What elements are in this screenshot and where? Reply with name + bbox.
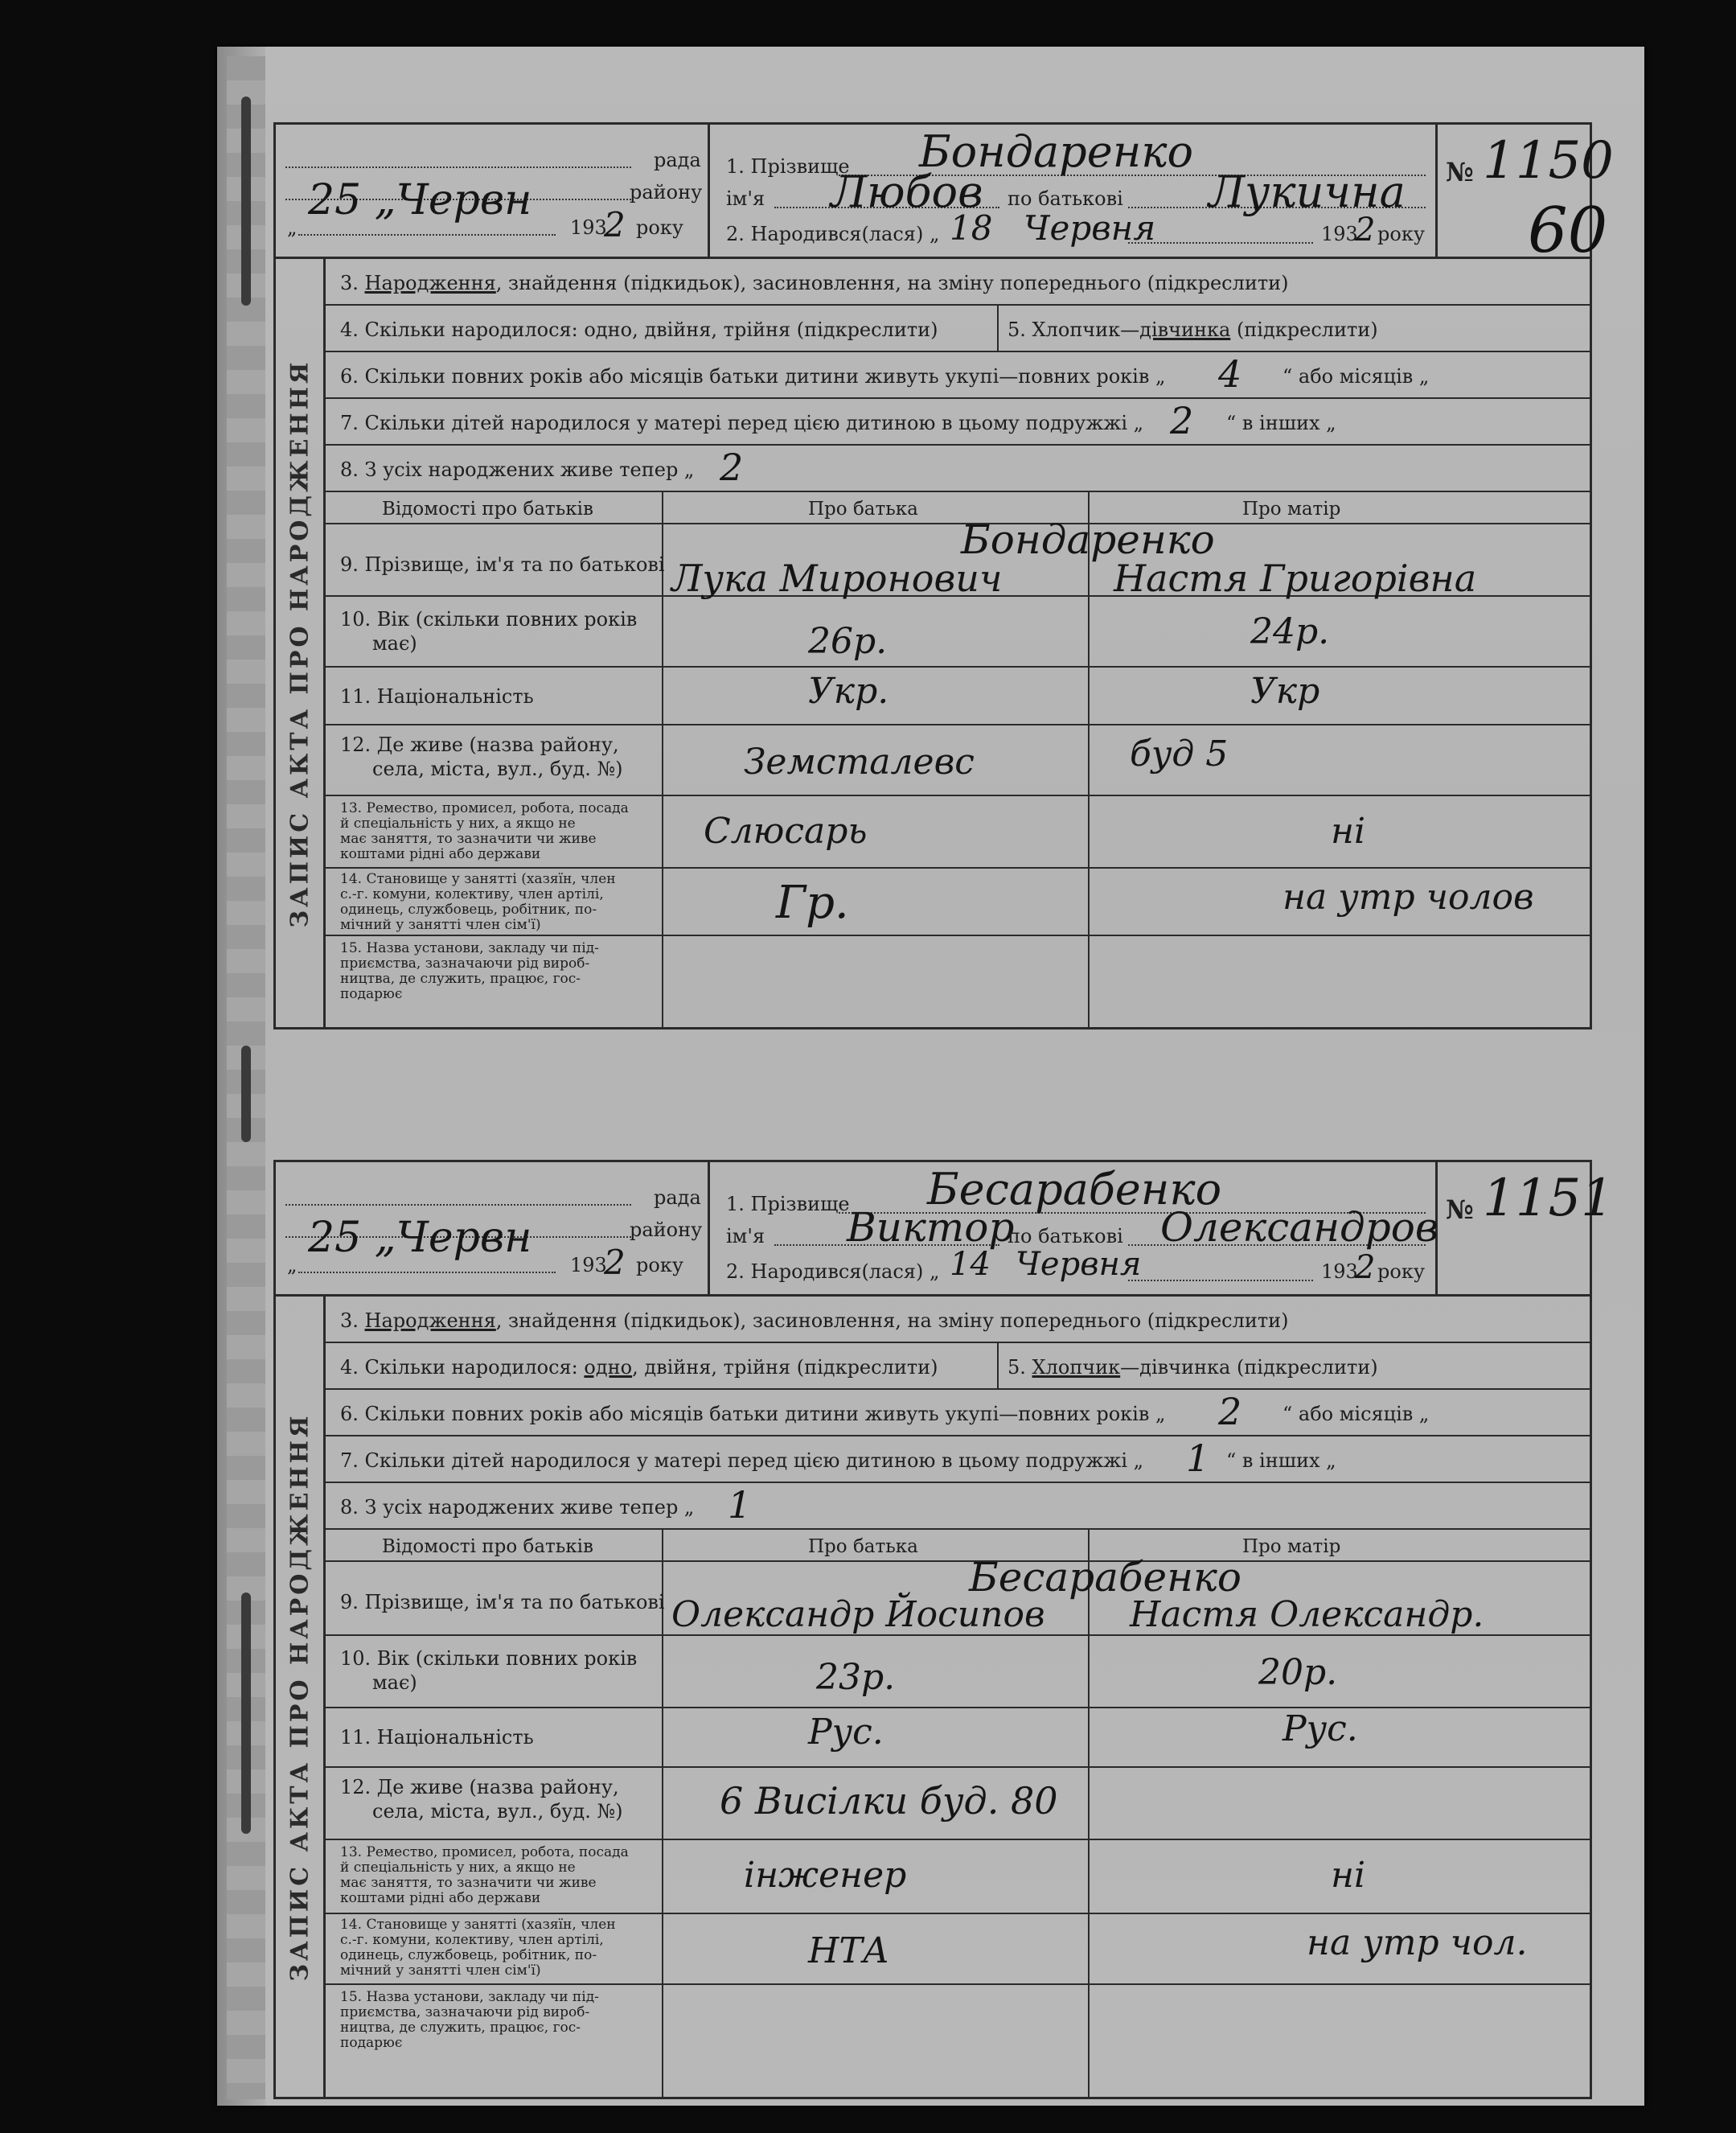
father-address: Земсталевс bbox=[744, 742, 975, 783]
birth-day: 18 bbox=[950, 208, 993, 248]
birth-day: 14 bbox=[950, 1246, 991, 1283]
name-label: ім'я bbox=[726, 187, 765, 210]
registration-year: 2 bbox=[604, 205, 626, 245]
side-title: ЗАПИС АКТА ПРО НАРОДЖЕННЯ bbox=[276, 1297, 326, 2097]
child-patronymic: Лукична bbox=[1209, 166, 1406, 217]
record-number-block: № 1151 bbox=[1446, 1169, 1614, 1228]
row-8: 8. З усіх народжених живе тепер „ 2 bbox=[326, 446, 1590, 492]
margin-note: 60 bbox=[1528, 195, 1608, 267]
parents-header: Відомості про батьків Про батька Про матір bbox=[326, 492, 1590, 524]
mother-nationality: Укр bbox=[1250, 671, 1320, 712]
child-block: 1. Прізвище Бесарабенко ім'я Виктор по батькові Олександров 2. Народився(лася) „ 14 Червня 193 2 року bbox=[710, 1162, 1438, 1294]
birth-month: Червня bbox=[1024, 208, 1156, 248]
previous-children: 2 bbox=[1170, 399, 1194, 442]
alive-children: 1 bbox=[728, 1483, 752, 1527]
row-15: 15. Назва установи, закладу чи під- приємства, зазначаючи рід вироб- ництва, де служить, працює, гос- подарює bbox=[340, 1989, 599, 2051]
child-patronymic: Олександров bbox=[1160, 1204, 1438, 1251]
birth-record-2 bbox=[273, 1160, 1614, 2099]
row-8: 8. З усіх народжених живе тепер „ 1 bbox=[326, 1483, 1590, 1530]
rada-label: рада bbox=[654, 149, 701, 171]
child-surname: Бесарабенко bbox=[927, 1164, 1222, 1214]
row-12: 12. Де живе (назва району, села, міста, вул., буд. №) 6 Висілки буд. 80 bbox=[326, 1768, 1590, 1840]
parents-surname: Бондаренко bbox=[961, 516, 1215, 563]
mother-status: на утр чол. bbox=[1307, 1922, 1528, 1963]
record-body bbox=[273, 259, 1592, 1030]
number-label: № bbox=[1446, 157, 1474, 187]
father-nationality: Укр. bbox=[808, 671, 889, 712]
father-trade: Слюсарь bbox=[704, 811, 868, 852]
row-14 bbox=[326, 869, 1590, 936]
parents-header: Відомості про батьків Про батька Про матір bbox=[326, 1530, 1590, 1562]
row-13: 13. Ремество, промисел, робота, посада й спеціальність у них, а якщо не має заняття, то зазначити чи живе коштами рідні або держави інженер ні bbox=[326, 1840, 1590, 1914]
mother-age: 24р. bbox=[1250, 611, 1330, 652]
record-body bbox=[273, 1297, 1592, 2099]
row-6: 6. Скільки повних років або місяців батьки дитини живуть укупі—повних років „ 4 “ або місяців „ bbox=[326, 352, 1590, 399]
child-name: Любов bbox=[831, 166, 983, 217]
cohabitation-years: 2 bbox=[1218, 1390, 1242, 1433]
mother-trade: ні bbox=[1331, 811, 1366, 852]
mother-status: на утр чолов bbox=[1283, 877, 1534, 918]
row-14: 14. Становище у занятті (хазяїн, член с.-г. комуни, колективу, член артілі, одинець, службовець, робітник, по- мічний у занятті член сім'ї) НТА на утр чол. bbox=[326, 1914, 1590, 1985]
previous-children: 1 bbox=[1186, 1436, 1210, 1480]
binding-tear bbox=[241, 97, 251, 306]
mother-address: буд 5 bbox=[1130, 734, 1229, 775]
row-13 bbox=[326, 796, 1590, 869]
alive-children: 2 bbox=[720, 446, 744, 489]
child-name: Виктор bbox=[847, 1204, 1015, 1251]
binding-tear bbox=[241, 1593, 251, 1834]
row-6: 6. Скільки повних років або місяців батьки дитини живуть укупі—повних років „ 2 “ або місяців „ bbox=[326, 1390, 1590, 1436]
row-13-label: 13. Ремество, промисел, робота, посада й спеціальність у них, а якщо не має заняття, то зазначити чи живе коштами рідні або держави bbox=[340, 800, 629, 862]
father-name: Олександр Йосипов bbox=[671, 1594, 1045, 1635]
father-nationality: Рус. bbox=[808, 1712, 884, 1753]
mother-name: Настя Григорівна bbox=[1114, 557, 1477, 600]
binding-tear bbox=[241, 1046, 251, 1142]
row-15-label: 15. Назва установи, закладу чи під- приємства, зазначаючи рід вироб- ництва, де служить, працює, гос- подарює bbox=[340, 940, 599, 1002]
birth-year: 2 bbox=[1355, 1249, 1376, 1286]
row-11: 11. Національність Рус. Рус. bbox=[326, 1708, 1590, 1768]
row-7: 7. Скільки дітей народилося у матері перед цією дитиною в цьому подружжі „ 1 “ в інших „ bbox=[326, 1436, 1590, 1483]
row-3: 3. Народження, знайдення (підкидьок), засиновлення, на зміну попереднього (підкреслити) bbox=[326, 259, 1590, 306]
record-header bbox=[273, 122, 1614, 259]
row-9: 9. Прізвище, ім'я та по батькові Бондаренко Лука Миронович Настя Григорівна bbox=[326, 524, 1590, 597]
birth-year: 2 bbox=[1355, 212, 1376, 249]
mother-name: Настя Олександр. bbox=[1130, 1594, 1484, 1635]
raionu-label: району bbox=[630, 181, 703, 203]
mother-trade: ні bbox=[1331, 1855, 1366, 1896]
surname-label: 1. Прізвище bbox=[726, 155, 850, 178]
registration-date: 25 „Червн bbox=[308, 176, 532, 224]
father-age: 23р. bbox=[816, 1657, 896, 1698]
row-12: 12. Де живе (назва району, села, міста, вул., буд. №) Земсталевс буд 5 bbox=[326, 725, 1590, 796]
year-prefix: 193 bbox=[570, 216, 607, 239]
row-9: 9. Прізвище, ім'я та по батькові Бесарабенко Олександр Йосипов Настя Олександр. bbox=[326, 1562, 1590, 1636]
birth-month: Червня bbox=[1016, 1246, 1142, 1283]
father-address: 6 Висілки буд. 80 bbox=[720, 1779, 1058, 1823]
mother-age: 20р. bbox=[1258, 1652, 1338, 1693]
row-14-label: 14. Становище у занятті (хазяїн, член с.-г. комуни, колективу, член артілі, одинець, службовець, робітник, по- мічний у занятті член сім'ї) bbox=[340, 871, 616, 933]
born-label: 2. Народився(лася) „ bbox=[726, 223, 940, 245]
row-3: 3. Народження, знайдення (підкидьок), засиновлення, на зміну попереднього (підкреслити) bbox=[326, 1297, 1590, 1343]
parents-surname: Бесарабенко bbox=[969, 1554, 1241, 1601]
patronymic-label: по батькові bbox=[1008, 187, 1123, 210]
father-name: Лука Миронович bbox=[671, 557, 1003, 600]
registration-block: рада району 25 „Червн „ 193 2 року bbox=[276, 125, 710, 257]
row-10: 10. Вік (скільки повних років має) 23р. 20р. bbox=[326, 1636, 1590, 1708]
record-header bbox=[273, 1160, 1614, 1297]
child-surname: Бондаренко bbox=[919, 126, 1194, 177]
side-title: ЗАПИС АКТА ПРО НАРОДЖЕННЯ bbox=[276, 259, 326, 1027]
row-10: 10. Вік (скільки повних років має) 26р. 24р. bbox=[326, 597, 1590, 668]
row-4-5: 4. Скільки народилося: одно, двійня, трійня (підкреслити) 5. Хлопчик—дівчинка (підкреслити) bbox=[326, 1343, 1590, 1390]
cohabitation-years: 4 bbox=[1218, 352, 1242, 396]
record-number: 1150 bbox=[1483, 131, 1614, 191]
record-number: 1151 bbox=[1483, 1169, 1614, 1228]
registration-date: 25 „Червн bbox=[308, 1214, 532, 1262]
row-11: 11. Національність Укр. Укр bbox=[326, 668, 1590, 725]
registration-block: рада району 25 „Червн „ 193 2 року bbox=[276, 1162, 710, 1294]
father-age: 26р. bbox=[808, 621, 888, 662]
father-status: Гр. bbox=[776, 877, 849, 929]
registration-year: 2 bbox=[604, 1243, 626, 1282]
birth-record-1 bbox=[273, 122, 1614, 1030]
row-4-5: 4. Скільки народилося: одно, двійня, трійня (підкреслити) 5. Хлопчик—дівчинка (підкреслити) bbox=[326, 306, 1590, 352]
father-trade: інженер bbox=[744, 1855, 907, 1896]
child-block: 1. Прізвище Бондаренко ім'я Любов по батькові Лукична 2. Народився(лася) „ 18 Червня 193 2 року bbox=[710, 125, 1438, 257]
row-7: 7. Скільки дітей народилося у матері перед цією дитиною в цьому подружжі „ 2 “ в інших „ bbox=[326, 399, 1590, 446]
mother-nationality: Рус. bbox=[1283, 1708, 1358, 1749]
row-15 bbox=[326, 936, 1590, 1027]
roku-label: року bbox=[636, 216, 683, 239]
father-status: НТА bbox=[808, 1930, 890, 1971]
